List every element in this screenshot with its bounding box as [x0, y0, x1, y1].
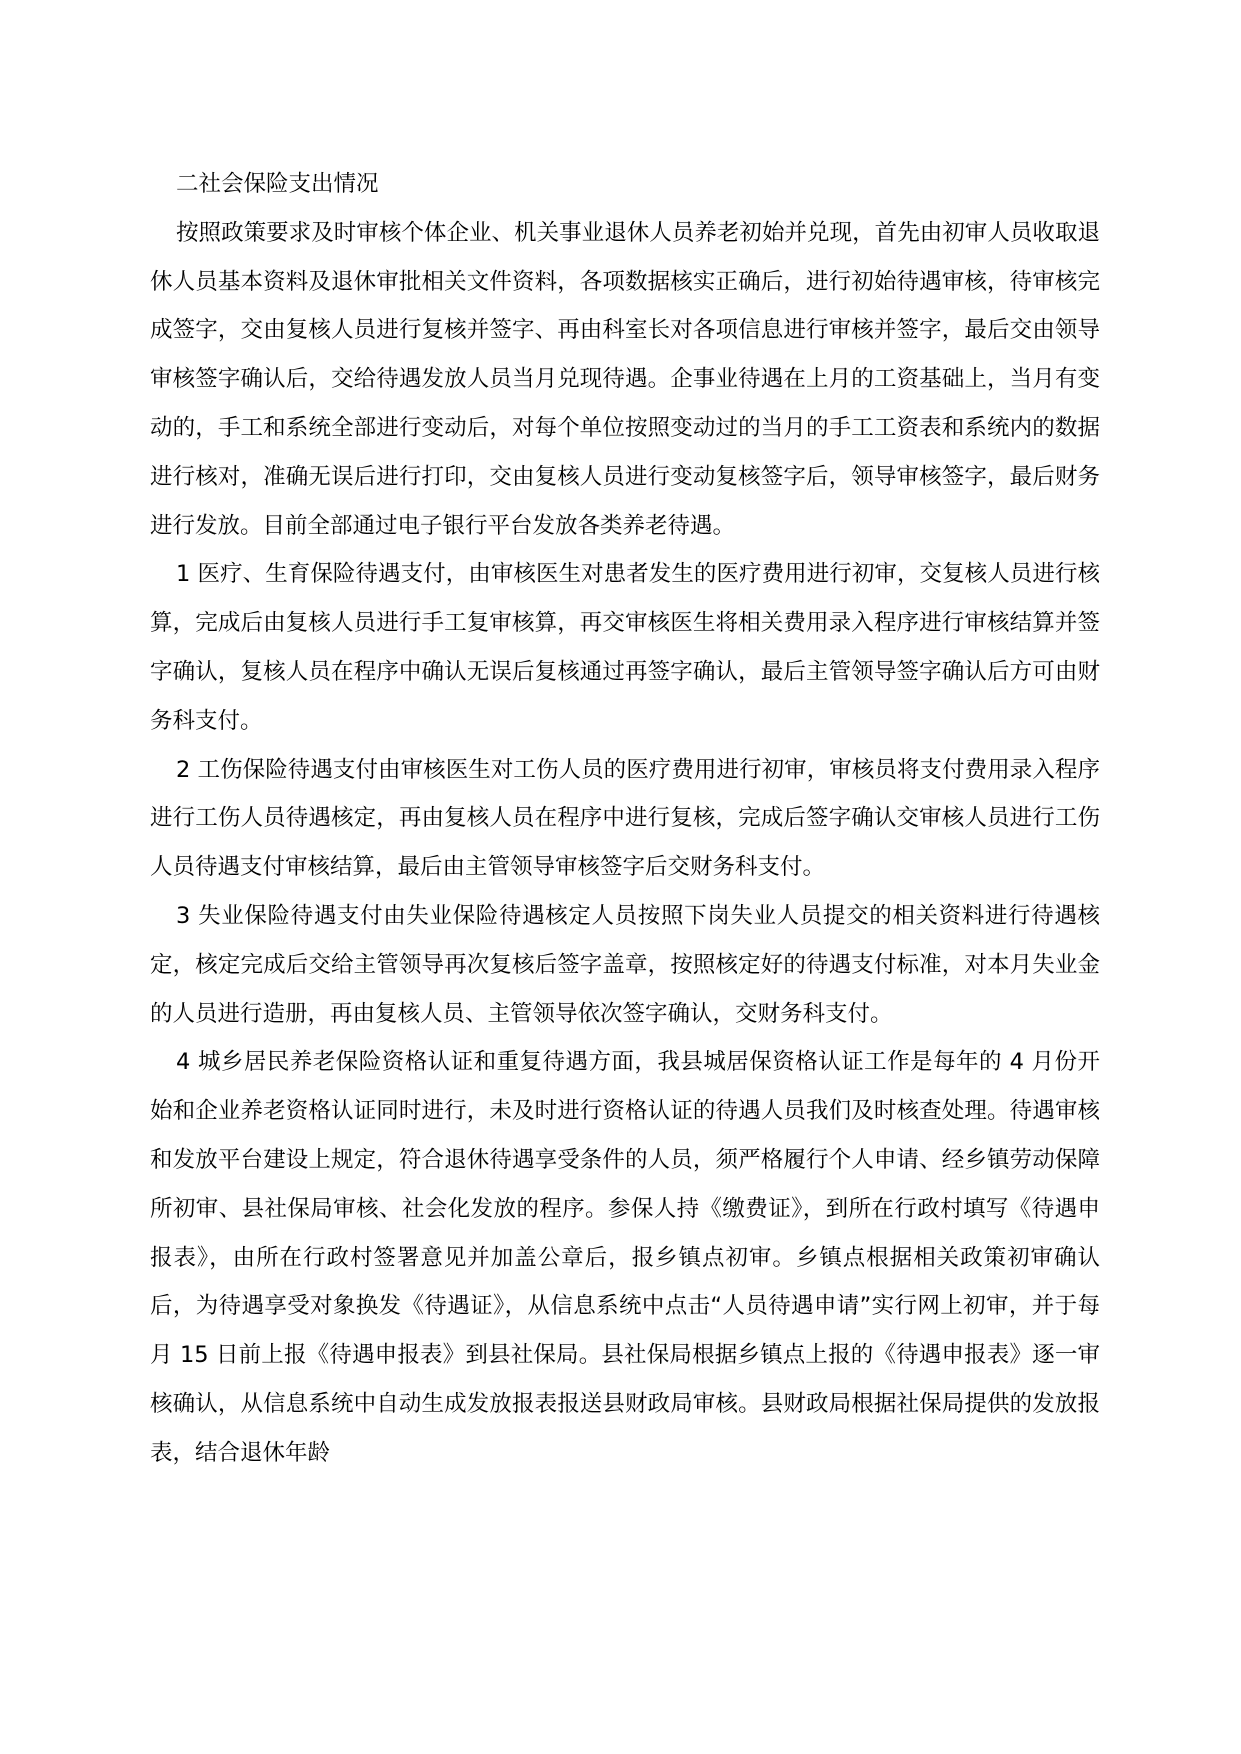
paragraph-work-injury: 2 工伤保险待遇支付由审核医生对工伤人员的医疗费用进行初审，审核员将支付费用录入程序进行工伤人员待遇核定，再由复核人员在程序中进行复核，完成后签字确认交审核人员进行工伤人员待遇支付审核结算，最后由主管领导审核签字后交财务科支付。 [150, 756, 1100, 881]
paragraph-pension-payment: 按照政策要求及时审核个体企业、机关事业退休人员养老初始并兑现，首先由初审人员收取退休人员基本资料及退休审批相关文件资料，各项数据核实正确后，进行初始待遇审核，待审核完成签字，交由复核人员进行复核并签字、再由科室长对各项信息进行审核并签字，最后交由领导审核签字确认后，交给待遇发放人员当月兑现待遇。企事业待遇在上月的工资基础上，当月有变动的，手工和系统全部进行变动后，对每个单位按照变动过的当月的手工工资表和系统内的数据进行核对，准确无误后进行打印，交由复核人员进行变动复核签字后，领导审核签字，最后财务进行发放。目前全部通过电子银行平台发放各类养老待遇。 [150, 219, 1100, 539]
paragraph-urban-rural-pension: 4 城乡居民养老保险资格认证和重复待遇方面，我县城居保资格认证工作是每年的 4 月份开始和企业养老资格认证同时进行，未及时进行资格认证的待遇人员我们及时核查处理。待遇审核和发放平台建设上规定，符合退休待遇享受条件的人员，须严格履行个人申请、经乡镇劳动保障所初审、县社保局审核、社会化发放的程序。参保人持《缴费证》，到所在行政村填写《待遇申报表》，由所在行政村签署意见并加盖公章后，报乡镇点初审。乡镇点根据相关政策初审确认后，为待遇享受对象换发《待遇证》，从信息系统中点击“人员待遇申请”实行网上初审，并于每月 15 日前上报《待遇申报表》到县社保局。县社保局根据乡镇点上报的《待遇申报表》逐一审核确认，从信息系统中自动生成发放报表报送县财政局审核。县财政局根据社保局提供的发放报表，结合退休年龄 [150, 1049, 1100, 1466]
section-heading: 二社会保险支出情况 [176, 171, 379, 197]
document-body [150, 160, 1100, 1478]
paragraph-medical-maternity: 1 医疗、生育保险待遇支付，由审核医生对患者发生的医疗费用进行初审，交复核人员进行核算，完成后由复核人员进行手工复审核算，再交审核医生将相关费用录入程序进行审核结算并签字确认，复核人员在程序中确认无误后复核通过再签字确认，最后主管领导签字确认后方可由财务科支付。 [150, 561, 1100, 734]
paragraph-unemployment: 3 失业保险待遇支付由失业保险待遇核定人员按照下岗失业人员提交的相关资料进行待遇核定，核定完成后交给主管领导再次复核后签字盖章，按照核定好的待遇支付标准，对本月失业金的人员进行造册，再由复核人员、主管领导依次签字确认，交财务科支付。 [150, 902, 1100, 1027]
